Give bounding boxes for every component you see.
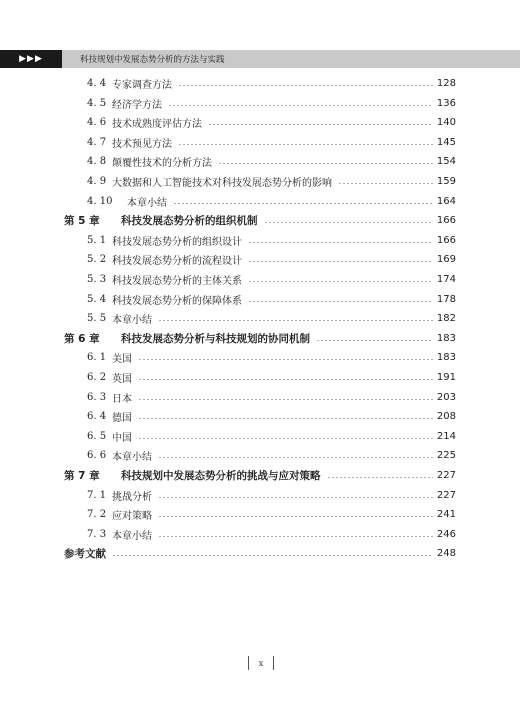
toc-leader-dots <box>168 105 433 106</box>
toc-leader-dots <box>178 85 433 86</box>
toc-entry-number: 4. 7 <box>87 136 107 148</box>
toc-leader-dots <box>338 183 433 184</box>
toc-leader-dots <box>158 320 433 321</box>
toc-page-number: 136 <box>436 97 456 109</box>
toc-section-entry[interactable] <box>0 74 520 93</box>
toc-page-number: 191 <box>436 372 456 383</box>
toc-entry-number: 6. 4 <box>87 411 107 423</box>
toc-entry-number: 5. 3 <box>87 274 107 285</box>
toc-entry-title: 技术成熟度评估方法 <box>112 119 202 131</box>
toc-leader-dots <box>248 242 433 243</box>
toc-page-number: 174 <box>436 274 456 285</box>
header-arrows: ▶▶▶ <box>0 50 62 68</box>
toc-leader-dots <box>264 222 433 223</box>
toc-section-entry[interactable] <box>0 505 520 524</box>
toc-page-number: 145 <box>436 136 456 148</box>
toc-entry-title: 大数据和人工智能技术对科技发展态势分析的影响 <box>112 178 332 189</box>
toc-leader-dots <box>248 261 433 262</box>
toc-page-number: 166 <box>436 215 456 227</box>
toc-entry-title: 科技发展态势分析的保障体系 <box>112 295 242 307</box>
toc-leader-dots <box>138 438 433 439</box>
toc-entry-number: 6. 5 <box>87 430 107 442</box>
header-title: 科技规划中发展态势分析的方法与实践 <box>62 50 520 68</box>
toc-section-entry[interactable] <box>0 407 520 426</box>
toc-leader-dots <box>158 497 433 498</box>
toc-entry-title: 科技发展态势分析的主体关系 <box>112 276 242 287</box>
toc-leader-dots <box>158 516 433 517</box>
toc-entry-title: 应对策略 <box>112 511 152 523</box>
toc-entry-title: 科技发展态势分析与科技规划的协同机制 <box>121 332 310 345</box>
toc-leader-dots <box>173 203 433 204</box>
toc-entry-number: 4. 5 <box>87 97 107 109</box>
toc-section-entry[interactable] <box>0 133 520 152</box>
toc-entry-title: 日本 <box>112 393 132 405</box>
toc-entry-title: 本章小结 <box>112 315 152 327</box>
toc-page-number: 183 <box>436 352 456 364</box>
toc-entry-number: 5. 4 <box>87 293 107 305</box>
toc-leader-dots <box>316 340 433 341</box>
toc-entry-title: 专家调查方法 <box>112 80 172 91</box>
toc-page-number: 164 <box>436 195 456 207</box>
toc-entry-number: 5. 1 <box>87 234 107 246</box>
toc-entry-title: 科技发展态势分析的流程设计 <box>112 256 242 268</box>
toc-entry-number: 7. 3 <box>87 528 107 540</box>
toc-section-entry[interactable] <box>0 525 520 544</box>
toc-entry-number: 4. 9 <box>87 176 107 187</box>
toc-entry-title: 经济学方法 <box>112 99 162 111</box>
toc-page-number: 227 <box>436 489 456 501</box>
toc-entry-number: 6. 2 <box>87 372 107 383</box>
toc-entry-title: 本章小结 <box>112 452 152 464</box>
toc-page-number: 140 <box>436 117 456 129</box>
toc-page-number: 246 <box>436 528 456 540</box>
toc-page-number: 182 <box>436 313 456 325</box>
toc-section-entry[interactable] <box>0 486 520 505</box>
toc-entry-title: 科技规划中发展态势分析的挑战与应对策略 <box>121 470 321 482</box>
toc-entry-number: 6. 1 <box>87 352 107 364</box>
toc-chapter-entry[interactable] <box>0 544 520 563</box>
toc-page-number: 169 <box>436 254 456 266</box>
toc-section-entry[interactable] <box>0 113 520 132</box>
toc-entry-number: 6. 3 <box>87 391 107 403</box>
toc-entry-title: 本章小结 <box>112 530 152 542</box>
toc-entry-title: 科技发展态势分析的组织机制 <box>121 215 258 228</box>
toc-page-number: 128 <box>436 78 456 89</box>
toc-leader-dots <box>138 418 433 419</box>
toc-page-number: 154 <box>436 156 456 168</box>
toc-page-number: 248 <box>436 548 456 560</box>
toc-section-entry[interactable] <box>0 152 520 171</box>
toc-section-entry[interactable] <box>0 388 520 407</box>
toc-entry-number: 6. 6 <box>87 450 107 462</box>
toc-section-entry[interactable] <box>0 192 520 211</box>
toc-section-entry[interactable] <box>0 172 520 191</box>
toc-leader-dots <box>327 477 433 478</box>
toc-section-entry[interactable] <box>0 446 520 465</box>
toc-page-number: 227 <box>436 470 456 481</box>
toc-page-number: 225 <box>436 450 456 462</box>
toc-leader-dots <box>218 163 433 164</box>
toc-entry-title: 科技发展态势分析的组织设计 <box>112 236 242 248</box>
toc-leader-dots <box>248 281 433 282</box>
toc-leader-dots <box>138 359 433 360</box>
toc-section-entry[interactable] <box>0 94 520 113</box>
toc-entry-title: 美国 <box>112 354 132 366</box>
toc-chapter-entry[interactable] <box>0 211 520 230</box>
toc-entry-number: 5. 2 <box>87 254 107 266</box>
toc-entry-title: 本章小结 <box>127 197 167 209</box>
toc-section-entry[interactable] <box>0 348 520 367</box>
toc-section-entry[interactable] <box>0 250 520 269</box>
toc-chapter-entry[interactable] <box>0 466 520 485</box>
toc-page-number: 208 <box>436 411 456 423</box>
toc-leader-dots <box>138 399 433 400</box>
toc-chapter-entry[interactable] <box>0 329 520 348</box>
toc-entry-number: 5. 5 <box>87 313 107 325</box>
toc-entry-number: 4. 6 <box>87 117 107 129</box>
toc-section-entry[interactable] <box>0 368 520 387</box>
toc-entry-title: 颠覆性技术的分析方法 <box>112 158 212 170</box>
toc-entry-title: 英国 <box>112 374 132 385</box>
toc-section-entry[interactable] <box>0 309 520 328</box>
toc-page-number: 214 <box>436 430 456 442</box>
toc-leader-dots <box>158 536 433 537</box>
toc-entry-number: 第 7 章 <box>64 470 100 482</box>
toc-entry-number: 第 5 章 <box>64 215 100 228</box>
toc-page-number: 159 <box>436 176 456 187</box>
toc-leader-dots <box>248 301 433 302</box>
toc-page-number: 203 <box>436 391 456 403</box>
toc-entry-number: 第 6 章 <box>64 332 100 345</box>
page-number: x <box>248 656 274 670</box>
toc-leader-dots <box>138 379 433 380</box>
toc-entry-number: 4. 8 <box>87 156 107 168</box>
toc-page-number: 183 <box>436 332 456 344</box>
toc-leader-dots <box>158 457 433 458</box>
toc-entry-title: 中国 <box>112 432 132 444</box>
toc-entry-title: 参考文献 <box>64 548 106 561</box>
toc-section-entry[interactable] <box>0 290 520 309</box>
toc-section-entry[interactable] <box>0 427 520 446</box>
toc-entry-number: 4. 10 <box>87 195 113 207</box>
toc-leader-dots <box>112 555 433 556</box>
toc-entry-title: 德国 <box>112 413 132 425</box>
toc-leader-dots <box>208 124 433 125</box>
toc-page-number: 166 <box>436 234 456 246</box>
toc-entry-number: 4. 4 <box>87 78 107 89</box>
toc-entry-title: 挑战分析 <box>112 491 152 503</box>
toc-entry-number: 7. 2 <box>87 509 107 521</box>
toc-entry-title: 技术预见方法 <box>112 138 172 150</box>
toc-leader-dots <box>178 144 433 145</box>
toc-entry-number: 7. 1 <box>87 489 107 501</box>
toc-section-entry[interactable] <box>0 270 520 289</box>
toc-page-number: 178 <box>436 293 456 305</box>
toc-section-entry[interactable] <box>0 231 520 250</box>
running-header <box>0 50 520 68</box>
toc-page-number: 241 <box>436 509 456 521</box>
